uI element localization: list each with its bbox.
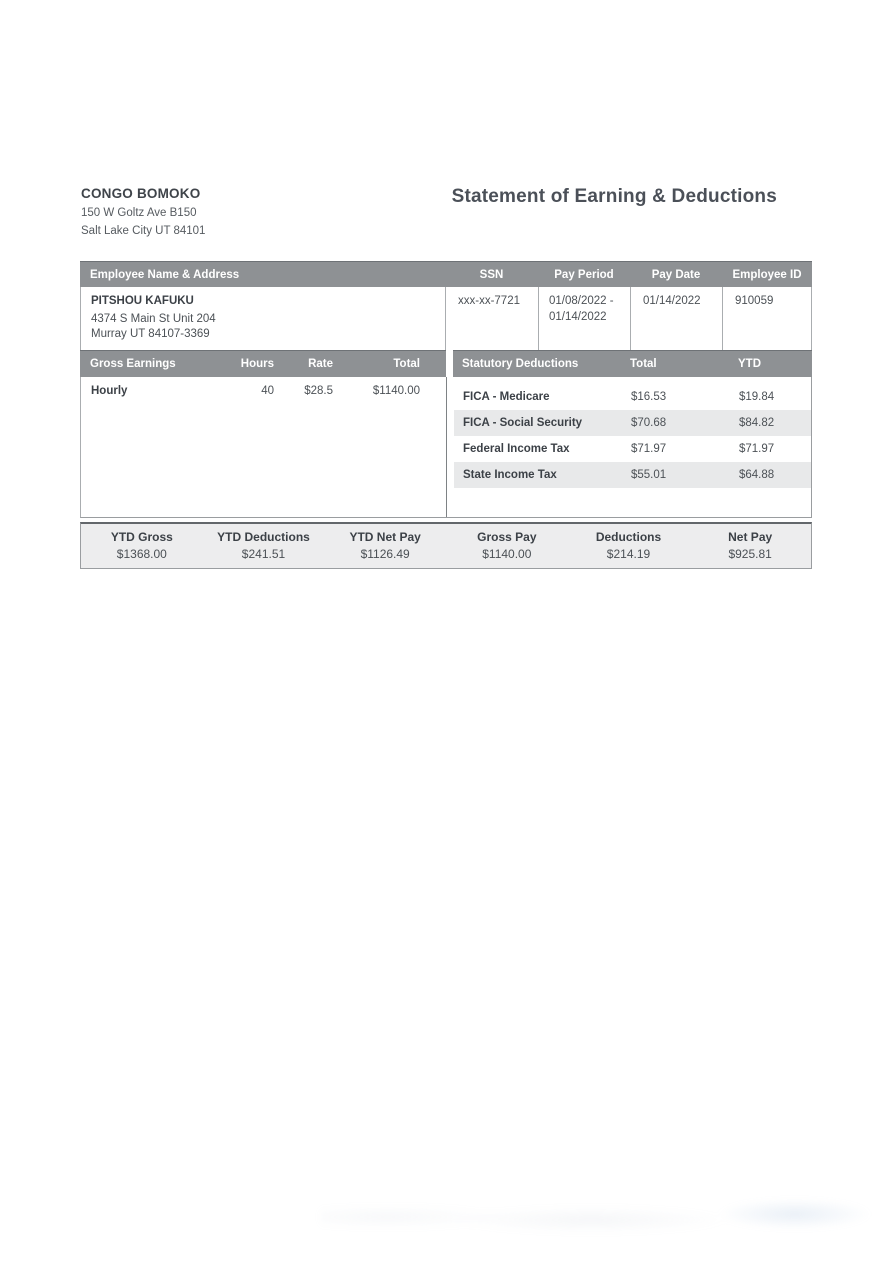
header-deductions-ytd: YTD xyxy=(738,357,761,370)
totals-summary-bar xyxy=(80,522,812,569)
earnings-panel xyxy=(81,377,447,517)
paystub-table xyxy=(80,261,812,569)
deduction-row xyxy=(454,462,811,488)
header-statutory-deductions: Statutory Deductions xyxy=(462,357,579,370)
employee-header-row xyxy=(80,261,812,287)
header-hours: Hours xyxy=(240,357,274,370)
summary-item xyxy=(324,530,446,568)
employee-pay-period-cell xyxy=(539,287,631,350)
summary-label: YTD Deductions xyxy=(217,529,310,544)
deduction-ytd: $84.82 xyxy=(739,416,775,429)
company-name: CONGO BOMOKO xyxy=(81,186,201,201)
earnings-header xyxy=(80,350,446,377)
summary-label: YTD Net Pay xyxy=(349,529,421,544)
deductions-header xyxy=(453,350,812,377)
company-address xyxy=(81,205,205,240)
summary-value: $1126.49 xyxy=(360,546,410,561)
earning-label: Hourly xyxy=(91,384,128,397)
pay-period-line2: 01/14/2022 xyxy=(549,310,607,323)
summary-label: YTD Gross xyxy=(110,529,173,544)
summary-item xyxy=(568,530,690,568)
deduction-row xyxy=(454,410,811,436)
header-deductions-total: Total xyxy=(630,357,657,370)
summary-value: $925.81 xyxy=(728,546,772,561)
header-pay-date: Pay Date xyxy=(651,268,701,281)
summary-item xyxy=(81,530,203,568)
deduction-label: Federal Income Tax xyxy=(463,442,570,455)
employee-info-row xyxy=(80,287,812,350)
scan-smudge-artifact xyxy=(320,1188,885,1246)
deduction-total: $70.68 xyxy=(631,416,667,429)
deduction-total: $55.01 xyxy=(631,468,667,481)
deduction-total: $16.53 xyxy=(631,390,667,403)
document-title: Statement of Earning & Deductions xyxy=(451,186,777,207)
deductions-panel xyxy=(454,384,811,488)
summary-item xyxy=(689,530,811,568)
deduction-ytd: $19.84 xyxy=(739,390,775,403)
summary-label: Gross Pay xyxy=(477,529,537,544)
earning-total: $1140.00 xyxy=(372,384,420,397)
header-pay-period: Pay Period xyxy=(554,268,614,281)
employee-name-address-cell xyxy=(81,287,446,350)
summary-item xyxy=(203,530,325,568)
company-address-line2: Salt Lake City UT 84101 xyxy=(81,224,206,237)
deduction-label: FICA - Medicare xyxy=(463,390,550,403)
header-employee-name-address: Employee Name & Address xyxy=(90,268,240,281)
header-rate: Rate xyxy=(308,357,333,370)
pay-period-line1: 01/08/2022 - xyxy=(549,295,614,307)
summary-item xyxy=(446,530,568,568)
deduction-row xyxy=(454,384,811,410)
header-earnings-total: Total xyxy=(393,357,420,370)
employee-id-cell: 910059 xyxy=(735,295,774,307)
deduction-ytd: $71.97 xyxy=(739,442,775,455)
summary-value: $214.19 xyxy=(606,546,651,561)
header-employee-id: Employee ID xyxy=(732,268,802,281)
summary-label: Deductions xyxy=(595,529,662,544)
header-ssn: SSN xyxy=(479,268,504,281)
employee-pay-date-cell: 01/14/2022 xyxy=(631,287,723,350)
earnings-deductions-body xyxy=(80,377,812,518)
deduction-label: State Income Tax xyxy=(463,468,557,481)
summary-value: $1368.00 xyxy=(116,546,167,561)
deduction-row xyxy=(454,436,811,462)
deduction-label: FICA - Social Security xyxy=(463,416,583,429)
employee-address-line1: 4374 S Main St Unit 204 xyxy=(91,312,216,325)
earning-hours: 40 xyxy=(261,384,274,397)
employee-ssn-cell: xxx-xx-7721 xyxy=(446,287,539,350)
employee-address-line2: Murray UT 84107-3369 xyxy=(91,328,210,340)
earnings-row xyxy=(81,377,446,397)
deduction-total: $71.97 xyxy=(631,442,667,455)
company-address-line1: 150 W Goltz Ave B150 xyxy=(81,207,197,219)
summary-value: $241.51 xyxy=(241,546,286,561)
earnings-deductions-header-row xyxy=(80,350,812,377)
employee-name: PITSHOU KAFUKU xyxy=(91,295,194,307)
deduction-ytd: $64.88 xyxy=(739,468,775,481)
header-gross-earnings: Gross Earnings xyxy=(90,357,176,370)
company-letterhead xyxy=(81,186,205,240)
summary-value: $1140.00 xyxy=(482,546,532,561)
summary-label: Net Pay xyxy=(728,529,773,544)
earning-rate: $28.5 xyxy=(304,384,333,397)
